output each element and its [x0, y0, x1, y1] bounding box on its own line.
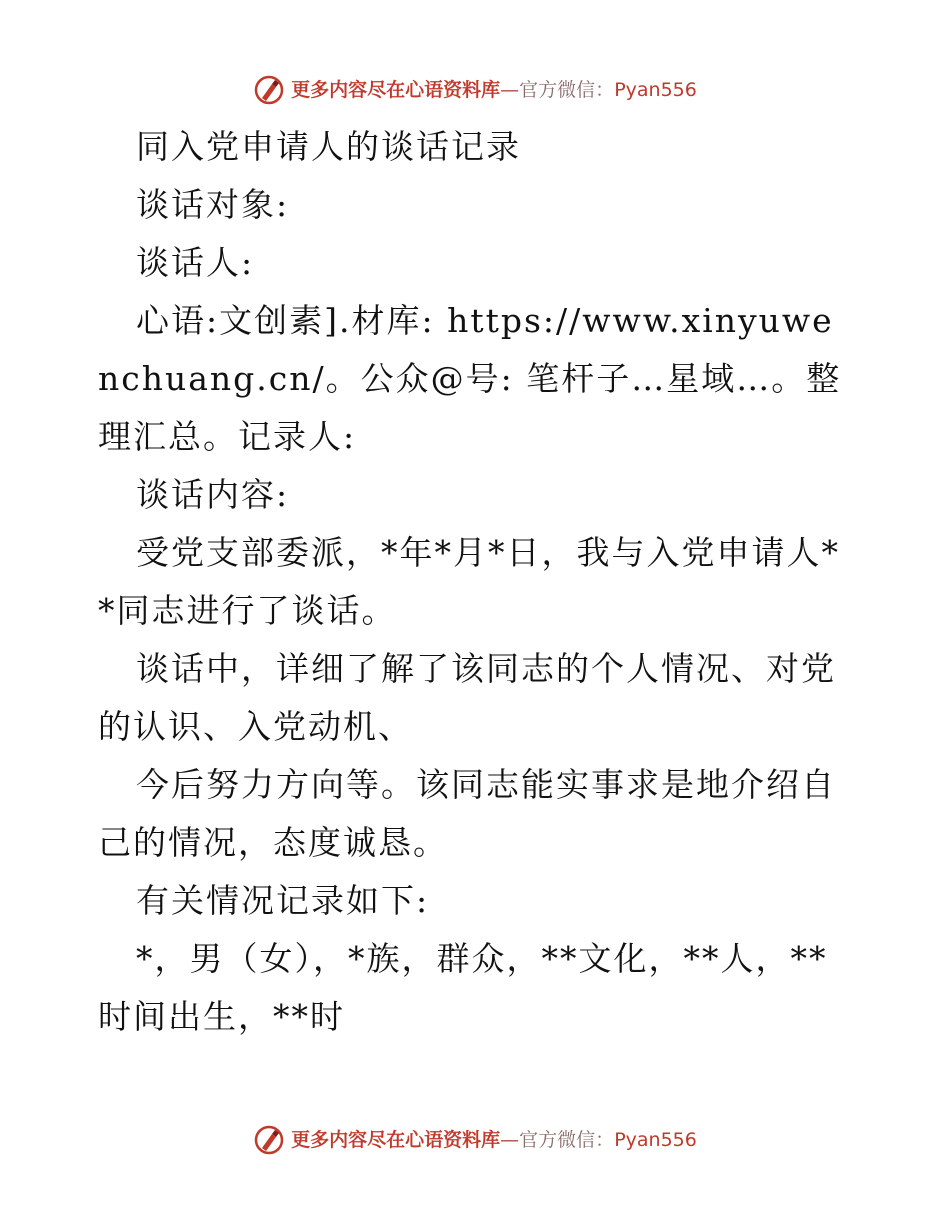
header-watermark-banner [0, 70, 950, 110]
paragraph-interviewee: 谈话对象: [136, 185, 290, 224]
banner-wechat-id: Pyan556 [614, 79, 697, 101]
document-body [98, 118, 850, 1046]
banner-dash: — [500, 79, 520, 101]
paragraph-body: *，男（女），*族，群众，**文化，**人，**时间出生，**时 [98, 939, 828, 1036]
paragraph-content-heading: 谈话内容: [136, 475, 290, 514]
banner-brand-text: 更多内容尽在心语资料库 [291, 1129, 501, 1151]
paragraph-recorder: 心语:文创素].材库: https://www.xinyuwenchuang.cn/。公众@号: 笔杆子…星域…。整理汇总。记录人: [98, 301, 842, 456]
banner-brand-text: 更多内容尽在心语资料库 [291, 79, 501, 101]
banner-wechat-id: Pyan556 [614, 1129, 697, 1151]
banner-dash: — [500, 1129, 520, 1151]
pen-nib-logo-icon [253, 1124, 285, 1156]
banner-wechat-label: 官方微信： [519, 1129, 615, 1151]
paragraph-body: 谈话中，详细了解了该同志的个人情况、对党的认识、入党动机、 [98, 649, 836, 746]
document-title: 同入党申请人的谈话记录 [136, 127, 521, 166]
paragraph-body: 今后努力方向等。该同志能实事求是地介绍自己的情况，态度诚恳。 [98, 765, 836, 862]
paragraph-interviewer: 谈话人: [136, 243, 255, 282]
footer-watermark-banner [0, 1120, 950, 1160]
paragraph-body: 有关情况记录如下: [136, 881, 430, 920]
pen-nib-logo-icon [253, 74, 285, 106]
paragraph-body: 受党支部委派，*年*月*日，我与入党申请人**同志进行了谈话。 [98, 533, 840, 630]
banner-wechat-label: 官方微信： [519, 79, 615, 101]
